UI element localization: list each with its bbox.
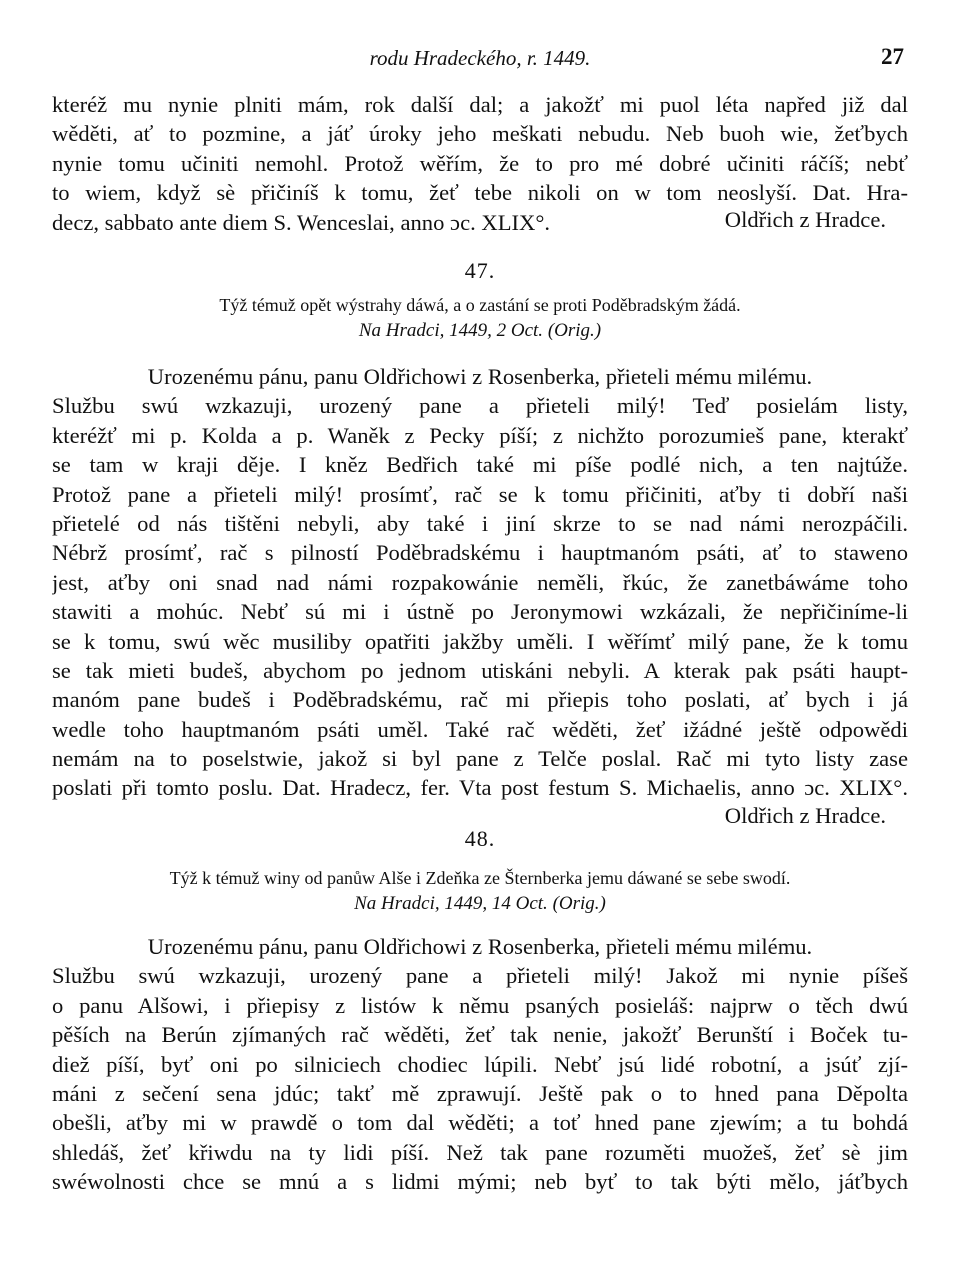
text-line: máni z sečení sena jdúc; takť mě zprawují. Ještě pak o to hned pana Děpolta (52, 1080, 908, 1106)
text-line: jest, aťby oni snad nad námi rozpakowánie neměli, řkúc, že zanetbáwáme toho (52, 569, 908, 595)
source-note: (Orig.) (552, 893, 606, 914)
text-line: se k tomu, swú wěc musiliby opatřiti jakžby uměli. I wěřímť milý pane, že k tomu (52, 628, 908, 654)
text-line: swéwolnosti chce se mnú a s lidmi mými; neb byť to tak býti mělo, jáťbych (52, 1169, 908, 1195)
running-head: rodu Hradeckého, r. 1449. (369, 46, 591, 70)
signature: Oldřich z Hradce. (724, 803, 886, 828)
text-line: diež píší, byť oni po silniciech chodiec lúpili. Nebť jsú lidé robotní, a jsúť zjí- (52, 1051, 908, 1077)
text-line: Službu swú wzkazuji, urozený pane a přieteli milý! Jakož mi nynie píšeš (52, 963, 908, 989)
place-date: Na Hradci, 1449, 2 Oct. (358, 320, 544, 341)
text-line: kteréž mu nynie plniti mám, rok další dal; a jakožť mi puol léta napřed již dal (52, 92, 908, 117)
text-line: wedle toho hauptmanóm psáti uměl. Také rač wěděti, žeť ižádné ještě odpowědi (52, 716, 908, 742)
text-line: shledáš, žeť křiwdu na ty lidi píší. Než tak pane rozuměti muožeš, žeť sè jim (52, 1139, 908, 1165)
text-line: Nébrž prosímť, rač s pilností Poděbradskému i hauptmanóm psáti, ať to staweno (52, 540, 908, 566)
text-line: decz, sabbato ante diem S. Wenceslai, anno ɔc. XLIX°. (52, 209, 551, 235)
text-line: se tak mieti budeš, abychom po jednom utiskáni nebyli. A kterak pak psáti haupt- (52, 657, 908, 683)
letter-dateline (0, 893, 960, 915)
text-line: nynie tomu učiniti nemohl. Protož wěřím, že to pro mé dobré učiniti ráčíš; nebť (52, 150, 908, 176)
page-number: 27 (881, 44, 904, 69)
letter-dateline (0, 320, 960, 342)
text-line: o panu Alšowi, i přiepisy z listów k němu psaných posieláš: najprw o těch dwú (52, 992, 908, 1018)
text-line: wěděti, ať to pozmine, a jáť úroky jeho meškati nebudu. Neb buoh wie, žeťbych (52, 121, 908, 147)
page-header (0, 44, 960, 74)
text-line: poslati při tomto poslu. Dat. Hradecz, fer. Vta post festum S. Michaelis, anno ɔc. XLIX°. (52, 775, 908, 801)
text-line: to wiem, když sè přičiníš k tomu, žeť tebe nikoli on w tom neoslyší. Dat. Hra- (52, 180, 908, 206)
text-line: kteréžť mi p. Kolda a p. Waněk z Pecky píší; z nichžto porozumieš pane, kterakť (52, 422, 908, 448)
text-line: stawiti a mohúc. Nebť sú mi i ústně po Jeronymowi wzkázali, že nepřičiníme-li (52, 599, 908, 625)
text-line: nemám na to poselstwie, jakož si byl pane z Telče poslal. Rač mi tyto listy zase (52, 746, 908, 772)
text-line: Protož pane a přieteli milý! prosímť, rač se k tomu přičiniti, aťby ti dobří naši (52, 481, 908, 507)
letter-body (52, 362, 908, 803)
address-line: Urozenému pánu, panu Oldřichowi z Rosenberka, přieteli mému milému. (147, 364, 813, 389)
letter-summary: Týž k témuž winy od panůw Alše i Zdeňka ze Šternberka jemu dáwané se sebe swodí. (169, 868, 791, 888)
text-line: přietelé od nás tištěni nebyli, aby také i jiní skrze to se nad námi nerozpáčili. (52, 510, 908, 536)
letter-number: 48. (464, 826, 496, 851)
text-line: se tam w kraji děje. I kněz Bedřich také mi píše podlé nich, a ten najtúže. (52, 452, 908, 478)
place-date: Na Hradci, 1449, 14 Oct. (354, 893, 548, 914)
letter-body (52, 932, 908, 1197)
address-line: Urozenému pánu, panu Oldřichowi z Rosenberka, přieteli mému milému. (147, 934, 813, 959)
letter-summary: Týž témuž opět wýstrahy dáwá, a o zastání se proti Poděbradským žádá. (219, 295, 741, 315)
text-line: obešli, aťby mi w prawdě o tom dal wěděti; a toť hned pane zjewím; a tu bohdá (52, 1110, 908, 1136)
letter-number: 47. (464, 258, 496, 283)
signature: Oldřich z Hradce. (724, 207, 886, 232)
text-line: pěších na Berún zjímaných rač wěděti, žeť tak nenie, jakožť Berunští i Boček tu- (52, 1022, 908, 1048)
source-note: (Orig.) (547, 320, 602, 341)
text-line: Službu swú wzkazuji, urozený pane a přieteli milý! Teď posielám listy, (52, 393, 908, 419)
text-line: manóm pane budeš i Poděbradskému, rač mi přiepis toho poslati, ať bych i já (52, 687, 908, 713)
